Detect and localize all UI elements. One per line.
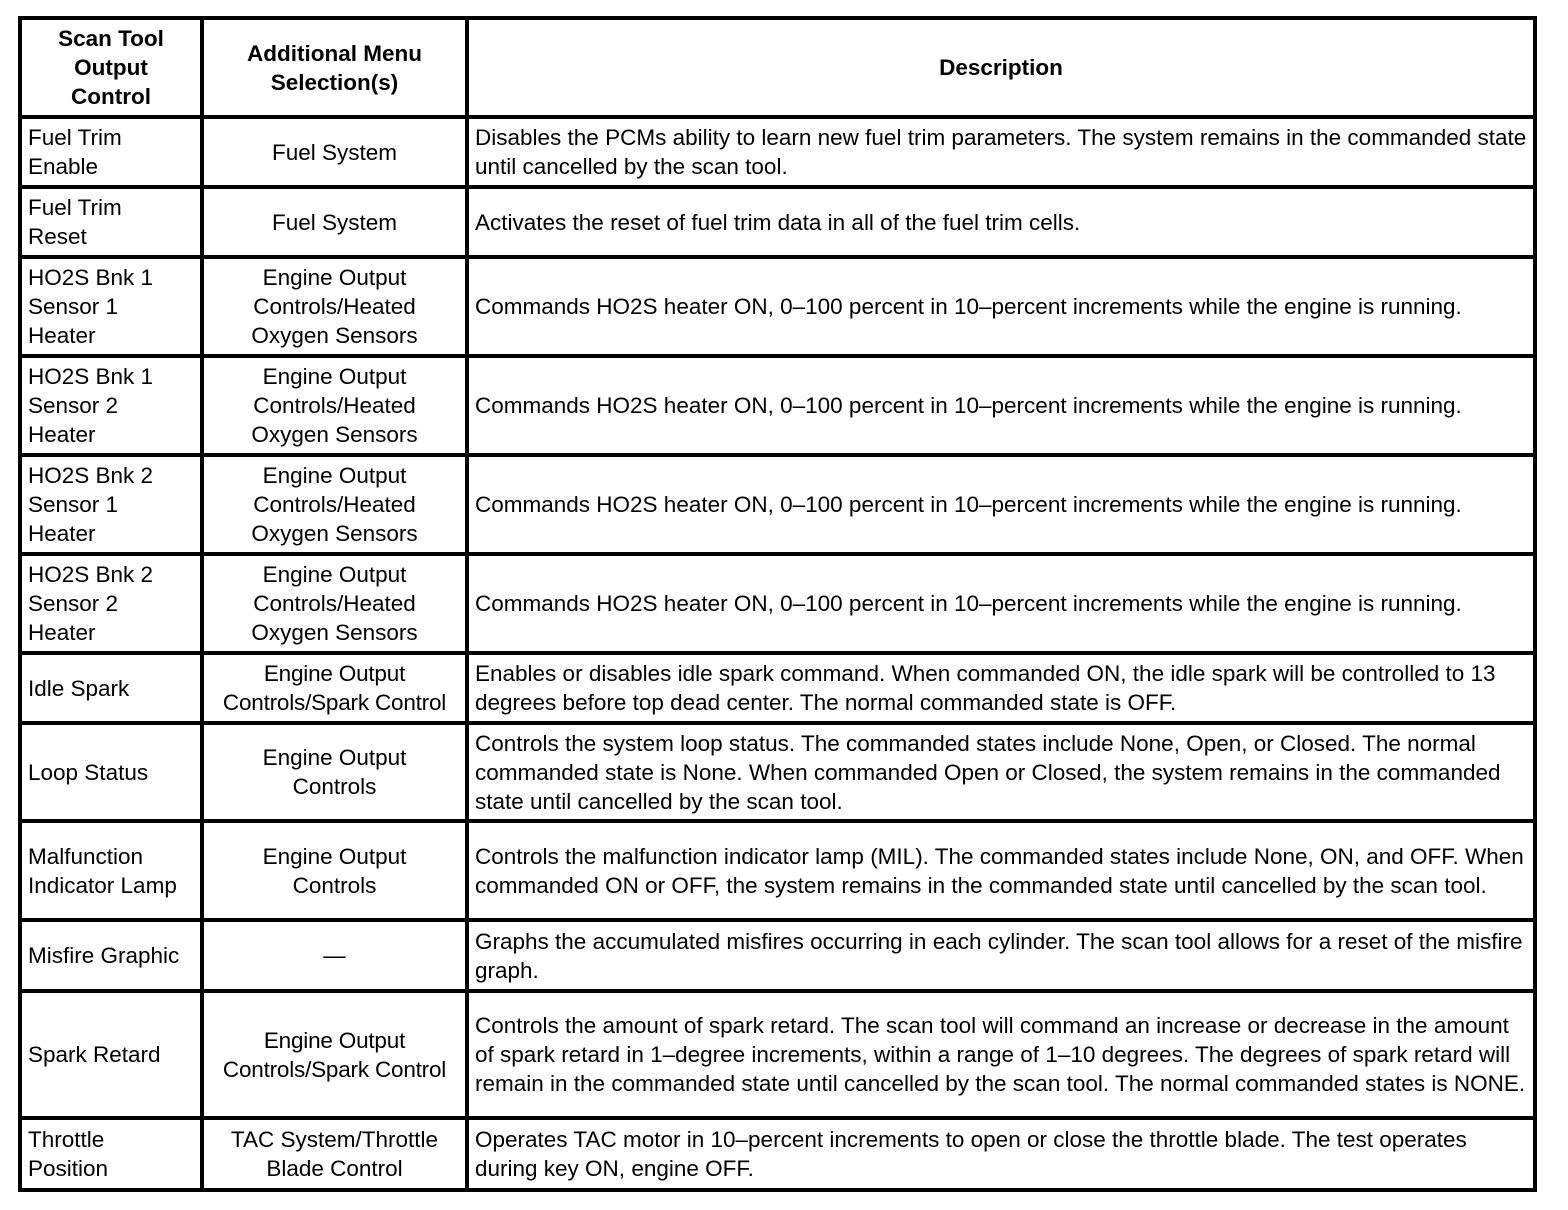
- header-row: [20, 18, 1535, 117]
- output-control-cell: Idle Spark: [20, 653, 202, 723]
- description-cell: Controls the system loop status. The commanded states include None, Open, or Closed. The normal commanded state is None. When commanded Open or Closed, the system remains in the commanded state until cancelled by the scan tool.: [467, 723, 1535, 821]
- output-control-cell: HO2S Bnk 1 Sensor 2 Heater: [20, 356, 202, 455]
- table-row: [20, 187, 1535, 257]
- output-control-cell: Fuel Trim Enable: [20, 117, 202, 187]
- table-row: [20, 455, 1535, 554]
- table-row: [20, 1118, 1535, 1190]
- description-cell: Commands HO2S heater ON, 0–100 percent in 10–percent increments while the engine is running.: [467, 356, 1535, 455]
- output-control-cell: HO2S Bnk 2 Sensor 2 Heater: [20, 554, 202, 653]
- table-row: [20, 991, 1535, 1118]
- table-row: [20, 821, 1535, 920]
- table-row: [20, 554, 1535, 653]
- header-output-control: Scan Tool Output Control: [20, 18, 202, 117]
- description-cell: Graphs the accumulated misfires occurring in each cylinder. The scan tool allows for a reset of the misfire graph.: [467, 920, 1535, 991]
- output-control-cell: HO2S Bnk 1 Sensor 1 Heater: [20, 257, 202, 356]
- output-control-cell: HO2S Bnk 2 Sensor 1 Heater: [20, 455, 202, 554]
- output-control-cell: Misfire Graphic: [20, 920, 202, 991]
- description-cell: Disables the PCMs ability to learn new fuel trim parameters. The system remains in the commanded state until cancelled by the scan tool.: [467, 117, 1535, 187]
- description-cell: Enables or disables idle spark command. When commanded ON, the idle spark will be controlled to 13 degrees before top dead center. The normal commanded state is OFF.: [467, 653, 1535, 723]
- menu-selection-cell: Engine Output Controls/Heated Oxygen Sensors: [202, 455, 467, 554]
- table-row: [20, 723, 1535, 821]
- table-row: [20, 117, 1535, 187]
- menu-selection-cell: Engine Output Controls/Heated Oxygen Sensors: [202, 356, 467, 455]
- menu-selection-cell: Engine Output Controls/Heated Oxygen Sensors: [202, 257, 467, 356]
- menu-selection-cell: TAC System/Throttle Blade Control: [202, 1118, 467, 1190]
- table-row: [20, 257, 1535, 356]
- table-row: [20, 920, 1535, 991]
- description-cell: Commands HO2S heater ON, 0–100 percent in 10–percent increments while the engine is running.: [467, 554, 1535, 653]
- scan-tool-output-control-table: [18, 16, 1537, 1192]
- output-control-cell: Throttle Position: [20, 1118, 202, 1190]
- header-description: Description: [467, 18, 1535, 117]
- menu-selection-cell: Engine Output Controls: [202, 723, 467, 821]
- output-control-cell: Fuel Trim Reset: [20, 187, 202, 257]
- menu-selection-cell: Fuel System: [202, 117, 467, 187]
- output-control-cell: Loop Status: [20, 723, 202, 821]
- menu-selection-cell: Engine Output Controls: [202, 821, 467, 920]
- description-cell: Commands HO2S heater ON, 0–100 percent in 10–percent increments while the engine is running.: [467, 257, 1535, 356]
- description-cell: Activates the reset of fuel trim data in all of the fuel trim cells.: [467, 187, 1535, 257]
- table-row: [20, 356, 1535, 455]
- output-control-cell: Spark Retard: [20, 991, 202, 1118]
- header-menu-selection: Additional Menu Selection(s): [202, 18, 467, 117]
- menu-selection-cell: Engine Output Controls/Heated Oxygen Sensors: [202, 554, 467, 653]
- menu-selection-cell: —: [202, 920, 467, 991]
- description-cell: Commands HO2S heater ON, 0–100 percent in 10–percent increments while the engine is running.: [467, 455, 1535, 554]
- menu-selection-cell: Fuel System: [202, 187, 467, 257]
- output-control-cell: Malfunction Indicator Lamp: [20, 821, 202, 920]
- description-cell: Controls the malfunction indicator lamp (MIL). The commanded states include None, ON, and OFF. When commanded ON or OFF, the system remains in the commanded state until cancelled by the scan tool.: [467, 821, 1535, 920]
- description-cell: Operates TAC motor in 10–percent increments to open or close the throttle blade. The test operates during key ON, engine OFF.: [467, 1118, 1535, 1190]
- description-cell: Controls the amount of spark retard. The scan tool will command an increase or decrease in the amount of spark retard in 1–degree increments, within a range of 1–10 degrees. The degrees of spark retard will remain in the commanded state until cancelled by the scan tool. The normal commanded states is NONE.: [467, 991, 1535, 1118]
- menu-selection-cell: Engine Output Controls/Spark Control: [202, 991, 467, 1118]
- table-row: [20, 653, 1535, 723]
- menu-selection-cell: Engine Output Controls/Spark Control: [202, 653, 467, 723]
